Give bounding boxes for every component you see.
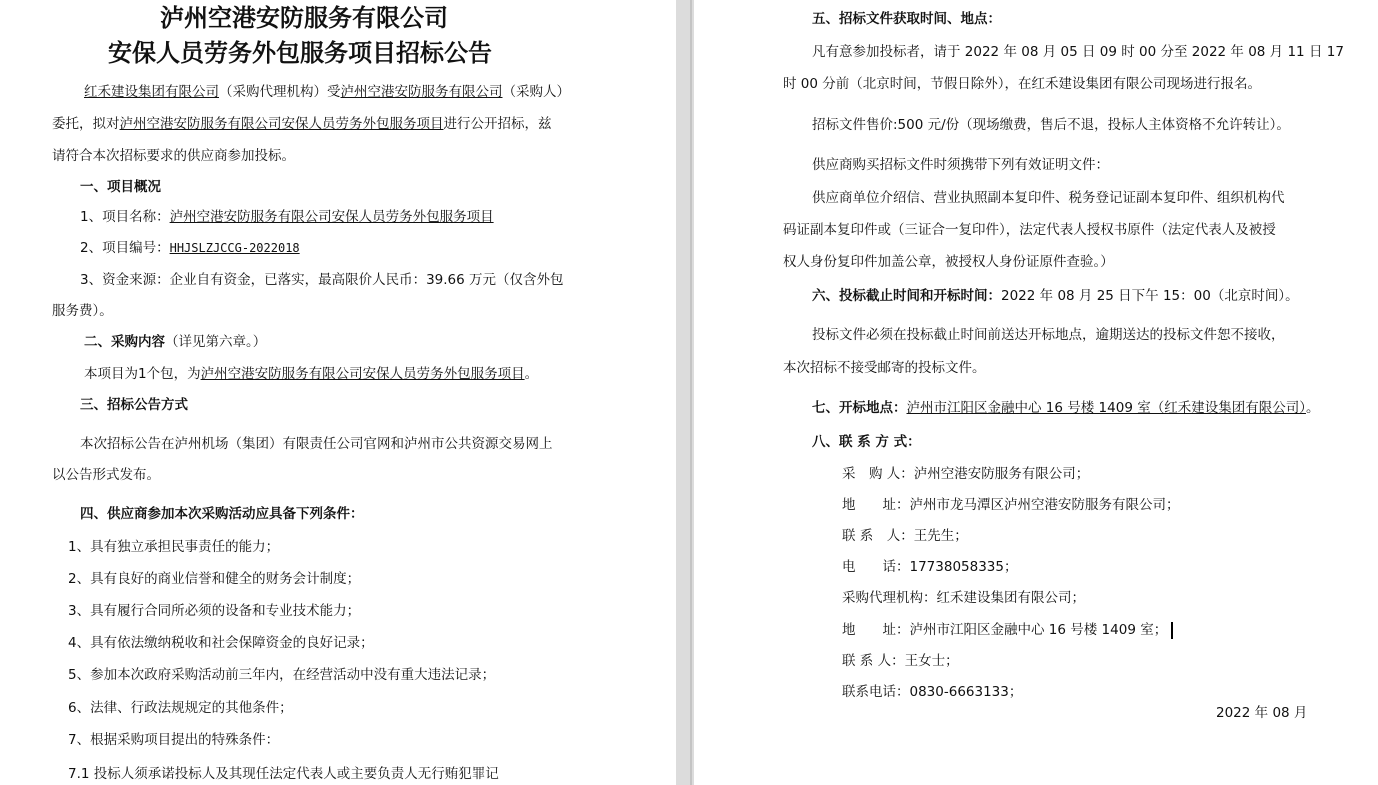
section-7-heading bbox=[812, 398, 1319, 418]
intro-text: 进行公开招标，兹 bbox=[443, 116, 552, 132]
contact-agency-phone: 联系电话：0830-6663133； bbox=[842, 684, 1023, 700]
document-page-right bbox=[694, 0, 1378, 785]
fund-line-2: 服务费）。 bbox=[52, 303, 113, 319]
buyer-role: （采购人） bbox=[502, 84, 570, 100]
required-docs-line-1: 供应商单位介绍信、营业执照副本复印件、税务登记证副本复印件、组织机构代 bbox=[812, 190, 1285, 206]
intro-text: 委托，拟对 bbox=[52, 116, 120, 132]
text-cursor bbox=[1171, 622, 1173, 639]
field-label: 2、项目编号： bbox=[80, 240, 170, 256]
section-3-heading: 三、招标公告方式 bbox=[80, 397, 188, 413]
heading-text: 七、开标地点： bbox=[812, 400, 907, 416]
body-text: 本项目为1个包，为 bbox=[84, 366, 201, 382]
condition-item: 7.1 投标人须承诺投标人及其现任法定代表人或主要负责人无行贿犯罪记 bbox=[68, 766, 499, 782]
condition-item: 7、根据采购项目提出的特殊条件： bbox=[68, 732, 280, 748]
contact-agency-address: 地 址：泸州市江阳区金融中心 16 号楼 1409 室； bbox=[842, 622, 1168, 638]
buyer-name: 泸州空港安防服务有限公司 bbox=[340, 84, 503, 100]
document-price: 招标文件售价:500 元/份（现场缴费，售后不退，投标人主体资格不允许转让）。 bbox=[812, 117, 1290, 133]
opening-location: 泸州市江阳区金融中心 16 号楼 1409 室（红禾建设集团有限公司） bbox=[906, 400, 1306, 416]
field-label: 1、项目名称： bbox=[80, 209, 170, 225]
heading-note: （详见第六章。） bbox=[165, 334, 267, 350]
intro-line-3: 请符合本次招标要求的供应商参加投标。 bbox=[52, 148, 295, 164]
page-divider bbox=[690, 0, 692, 785]
required-docs-intro: 供应商购买招标文件时须携带下列有效证明文件： bbox=[812, 157, 1109, 173]
field-value: 泸州空港安防服务有限公司安保人员劳务外包服务项目 bbox=[169, 209, 494, 225]
condition-item: 1、具有独立承担民事责任的能力； bbox=[68, 539, 280, 555]
section-6-line-2: 本次招标不接受邮寄的投标文件。 bbox=[783, 360, 986, 376]
section-2-heading bbox=[84, 332, 266, 352]
section-3-line-1: 本次招标公告在泸州机场（集团）有限责任公司官网和泸州市公共资源交易网上 bbox=[80, 436, 553, 452]
section-5-line-2: 时 00 分前（北京时间，节假日除外），在红禾建设集团有限公司现场进行报名。 bbox=[783, 76, 1262, 92]
intro-line-2 bbox=[52, 114, 552, 134]
condition-item: 2、具有良好的商业信誉和健全的财务会计制度； bbox=[68, 571, 361, 587]
contact-agency-address-row bbox=[842, 620, 1173, 640]
condition-item: 3、具有履行合同所必须的设备和专业技术能力； bbox=[68, 603, 361, 619]
section-1-heading: 一、项目概况 bbox=[80, 179, 161, 195]
title-line-1: 泸州空港安防服务有限公司 bbox=[160, 3, 448, 32]
section-4-heading: 四、供应商参加本次采购活动应具备下列条件： bbox=[80, 506, 364, 522]
document-date: 2022 年 08 月 bbox=[1216, 705, 1308, 721]
section-5-line-1: 凡有意参加投标者，请于 2022 年 08 月 05 日 09 时 00 分至 2022 年 08 月 11 日 17 bbox=[812, 44, 1344, 60]
section-8-heading: 八、联 系 方 式： bbox=[812, 434, 921, 450]
contact-buyer-person: 联 系 人：王先生； bbox=[842, 528, 968, 544]
agency-name: 红禾建设集团有限公司 bbox=[84, 84, 219, 100]
condition-item: 6、法律、行政法规规定的其他条件； bbox=[68, 700, 293, 716]
project-name-row bbox=[80, 207, 494, 227]
agency-role: （采购代理机构）受 bbox=[219, 84, 341, 100]
deadline-value: 2022 年 08 月 25 日下午 15：00（北京时间）。 bbox=[1001, 288, 1299, 304]
required-docs-line-3: 权人身份复印件加盖公章，被授权人身份证原件查验。） bbox=[783, 254, 1114, 270]
contact-buyer-phone: 电 话：17738058335； bbox=[842, 559, 1018, 575]
section-3-line-2: 以公告形式发布。 bbox=[52, 467, 160, 483]
heading-text: 六、投标截止时间和开标时间： bbox=[812, 288, 1001, 304]
condition-item: 4、具有依法缴纳税收和社会保障资金的良好记录； bbox=[68, 635, 374, 651]
heading-tail: 。 bbox=[1305, 400, 1320, 416]
section-5-heading: 五、招标文件获取时间、地点： bbox=[812, 11, 1001, 27]
intro-line-1 bbox=[84, 82, 570, 102]
field-value: HHJSLZJCCG-2022018 bbox=[169, 241, 300, 255]
contact-agency-person: 联 系 人：王女士； bbox=[842, 653, 959, 669]
condition-item: 5、参加本次政府采购活动前三年内，在经营活动中没有重大违法记录； bbox=[68, 667, 496, 683]
section-2-body bbox=[84, 364, 538, 384]
contact-buyer-address: 地 址：泸州市龙马潭区泸州空港安防服务有限公司； bbox=[842, 497, 1180, 513]
project-name: 泸州空港安防服务有限公司安保人员劳务外包服务项目 bbox=[200, 366, 525, 382]
fund-line-1: 3、资金来源：企业自有资金，已落实，最高限价人民币：39.66 万元（仅含外包 bbox=[80, 272, 564, 288]
project-name: 泸州空港安防服务有限公司安保人员劳务外包服务项目 bbox=[119, 116, 444, 132]
contact-agency: 采购代理机构：红禾建设集团有限公司； bbox=[842, 590, 1085, 606]
section-6-heading bbox=[812, 286, 1299, 306]
body-text: 。 bbox=[524, 366, 539, 382]
document-page-left bbox=[0, 0, 676, 785]
section-6-line-1: 投标文件必须在投标截止时间前送达开标地点，逾期送达的投标文件恕不接收， bbox=[812, 327, 1285, 343]
required-docs-line-2: 码证副本复印件或（三证合一复印件），法定代表人授权书原件（法定代表人及被授 bbox=[783, 222, 1276, 238]
contact-buyer: 采 购 人：泸州空港安防服务有限公司； bbox=[842, 466, 1090, 482]
heading-text: 二、采购内容 bbox=[84, 334, 165, 350]
project-code-row bbox=[80, 238, 300, 258]
title-line-2: 安保人员劳务外包服务项目招标公告 bbox=[108, 38, 492, 67]
